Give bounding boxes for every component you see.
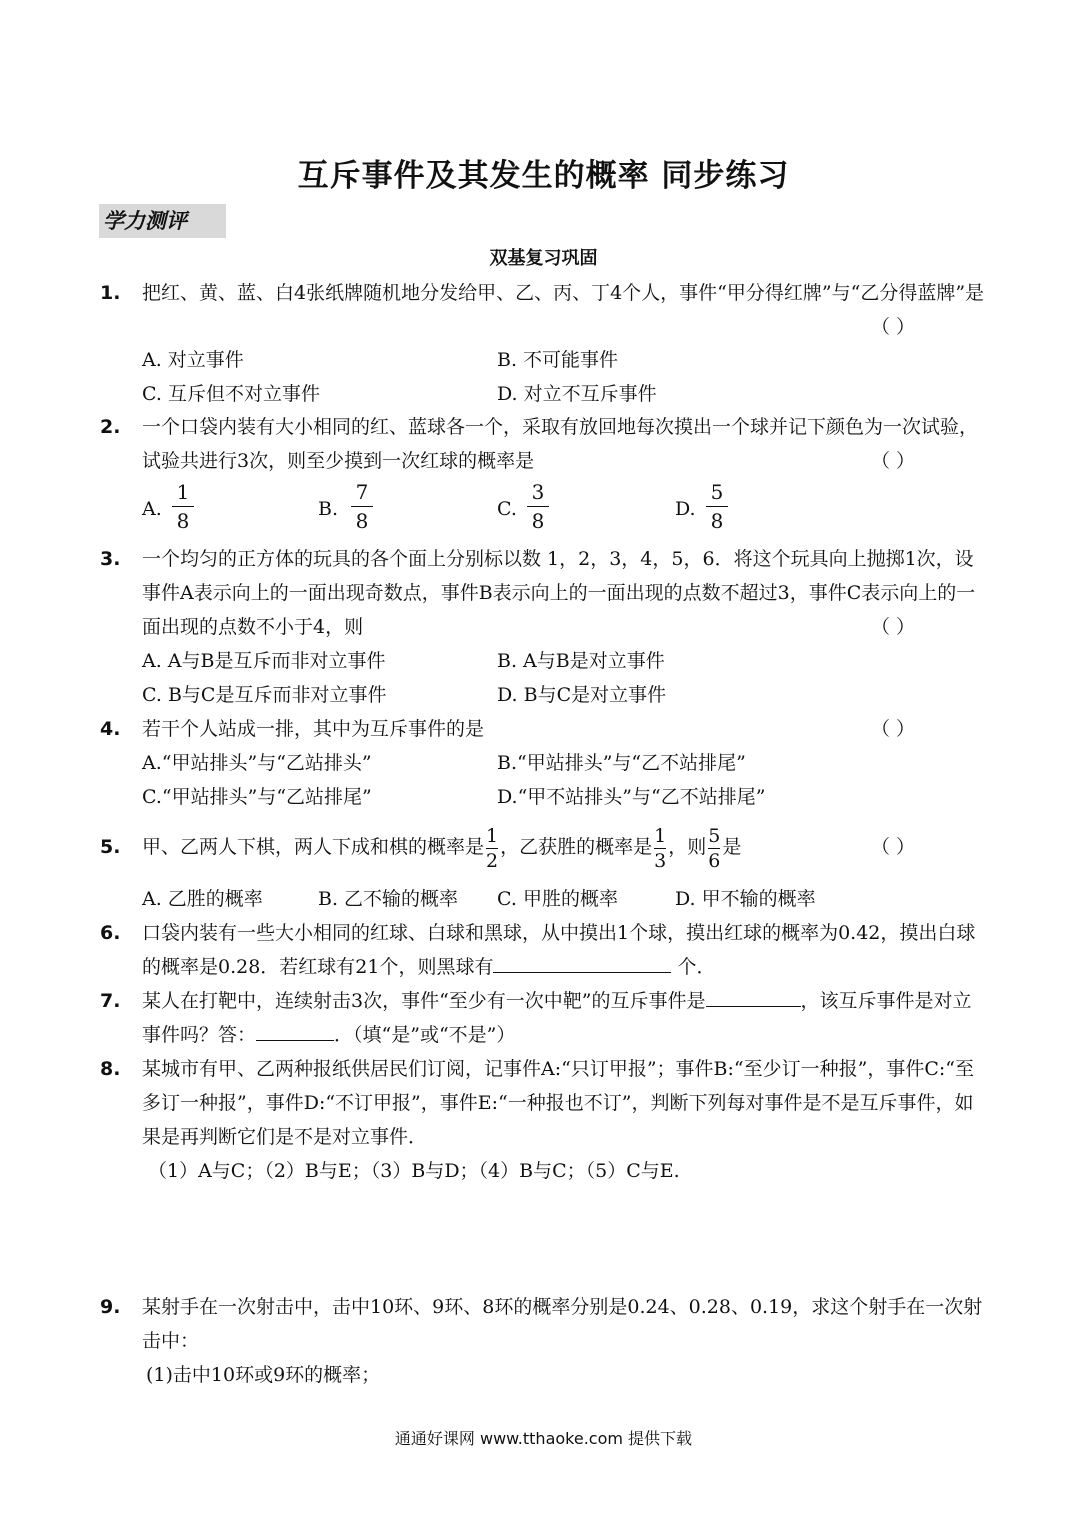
question-number: 9. (100, 1296, 121, 1318)
answer-paren: （ ） (870, 450, 915, 472)
numerator: 1 (176, 480, 190, 504)
question-1 (100, 276, 1000, 338)
question-tail: 个． (677, 956, 716, 978)
option-d: D.“甲不站排头”与“乙不站排尾” (497, 786, 766, 808)
denominator: 8 (355, 509, 369, 533)
question-text: 把红、黄、蓝、白4张纸牌随机地分发给甲、乙、丙、丁4个人，事件“甲分得红牌”与“乙分得蓝牌”是 (142, 282, 985, 304)
question-8 (100, 1052, 1000, 1188)
answer-blank[interactable] (493, 952, 671, 973)
option-a: A. 乙胜的概率 (142, 888, 263, 910)
footer-source: 通通好课网 www.tthaoke.com 提供下载 (394, 1429, 693, 1448)
answer-paren: （ ） (870, 316, 915, 338)
option-c: C.“甲站排头”与“乙站排尾” (142, 786, 372, 808)
answer-paren: （ ） (870, 718, 915, 740)
question-3 (100, 542, 1000, 644)
question-7 (100, 984, 1000, 1052)
denominator: 2 (486, 849, 499, 872)
option-b-letter: B. (318, 498, 339, 520)
denominator: 6 (708, 849, 721, 872)
question-number: 6. (100, 922, 121, 944)
question-text (142, 916, 988, 984)
fraction-target (708, 825, 720, 872)
question-9 (100, 1290, 1000, 1392)
option-d: D. 甲不输的概率 (675, 888, 816, 910)
question-text: 某城市有甲、乙两种报纸供居民们订阅，记事件A:“只订甲报”；事件B:“至少订一种报”，事件C:“至多订一种报”，事件D:“不订甲报”，事件E:“一种报也不订”，判断下列每对事件是不是互斥事件，如果是再判断它们是不是对立事件． (142, 1058, 974, 1148)
question-mid: ，该互斥事件是对立事件吗？答： (142, 990, 972, 1046)
question-number: 1. (100, 282, 121, 304)
question-text: 一个均匀的正方体的玩具的各个面上分别标以数 1，2，3，4，5，6．将这个玩具向上抛掷1次，设事件A表示向上的一面出现奇数点，事件B表示向上的一面出现的点数不超过3，事件C表示向上的一面出现的点数不小于4，则 (142, 548, 976, 638)
option-c-fraction (527, 480, 549, 533)
question-subpart: (1)击中10环或9环的概率； (146, 1364, 381, 1386)
numerator: 7 (355, 480, 369, 504)
section-label: 学力测评 (99, 204, 226, 238)
option-b: B.“甲站排头”与“乙不站排尾” (497, 752, 746, 774)
answer-blank-2[interactable] (256, 1020, 334, 1041)
option-a-letter: A. (142, 498, 162, 520)
option-d: D. B与C是对立事件 (497, 684, 667, 706)
question-body: 某人在打靶中，连续射击3次，事件“至少有一次中靶”的互斥事件是 (142, 990, 706, 1012)
question-6 (100, 916, 1000, 984)
question-text: 若干个人站成一排，其中为互斥事件的是 (142, 718, 485, 740)
question-number: 2. (100, 416, 121, 438)
text-part: 是 (722, 836, 742, 858)
option-b: B. 乙不输的概率 (318, 888, 459, 910)
answer-blank[interactable] (706, 986, 801, 1007)
option-c: C. B与C是互斥而非对立事件 (142, 684, 387, 706)
option-b: B. A与B是对立事件 (497, 650, 665, 672)
text-part: ，则 (668, 836, 707, 858)
question-tail: ．（填“是”或“不是”） (334, 1024, 516, 1046)
option-d-fraction (706, 480, 728, 533)
question-number: 7. (100, 990, 121, 1012)
question-body: 口袋内装有一些大小相同的红球、白球和黑球，从中摸出1个球，摸出红球的概率为0.42，摸出白球的概率是0.28．若红球有21个，则黑球有 (142, 922, 976, 978)
numerator: 5 (708, 824, 721, 847)
question-number: 4. (100, 718, 121, 740)
text-part: 甲、乙两人下棋，两人下成和棋的概率是 (142, 836, 485, 858)
question-text: 一个口袋内装有大小相同的红、蓝球各一个，采取有放回地每次摸出一个球并记下颜色为一次试验，试验共进行3次，则至少摸到一次红球的概率是 (142, 416, 979, 472)
answer-paren: （ ） (870, 836, 915, 858)
option-b-fraction (351, 480, 373, 533)
option-c-letter: C. (497, 498, 517, 520)
question-text: 某射手在一次射击中，击中10环、9环、8环的概率分别是0.24、0.28、0.19，求这个射手在一次射击中： (142, 1296, 983, 1352)
question-4 (100, 712, 1000, 746)
denominator: 8 (531, 509, 545, 533)
option-a: A.“甲站排头”与“乙站排头” (142, 752, 372, 774)
question-number: 5. (100, 836, 121, 858)
denominator: 3 (654, 849, 667, 872)
question-text (142, 818, 988, 876)
fraction-win (654, 825, 666, 872)
option-a: A. 对立事件 (142, 349, 244, 371)
option-b: B. 不可能事件 (497, 349, 619, 371)
denominator: 8 (710, 509, 724, 533)
option-d: D. 对立不互斥事件 (497, 383, 657, 405)
fraction-draw (486, 825, 498, 872)
option-d-letter: D. (675, 498, 696, 520)
numerator: 1 (486, 824, 499, 847)
option-a: A. A与B是互斥而非对立事件 (142, 650, 386, 672)
answer-paren: （ ） (870, 616, 915, 638)
option-c: C. 甲胜的概率 (497, 888, 618, 910)
numerator: 5 (710, 480, 724, 504)
question-text (142, 984, 988, 1052)
question-5 (100, 818, 1000, 876)
question-subparts: （1）A与C；（2）B与E；（3）B与D；（4）B与C；（5）C与E. (148, 1160, 680, 1182)
text-part: ，乙获胜的概率是 (500, 836, 653, 858)
question-number: 8. (100, 1058, 121, 1080)
numerator: 3 (531, 480, 545, 504)
numerator: 1 (654, 824, 667, 847)
subsection-title: 双基复习巩固 (489, 248, 598, 269)
option-c: C. 互斥但不对立事件 (142, 383, 320, 405)
option-a-fraction (172, 480, 194, 533)
question-number: 3. (100, 548, 121, 570)
denominator: 8 (176, 509, 190, 533)
page-title: 互斥事件及其发生的概率 同步练习 (297, 158, 790, 194)
question-2 (100, 410, 1000, 478)
